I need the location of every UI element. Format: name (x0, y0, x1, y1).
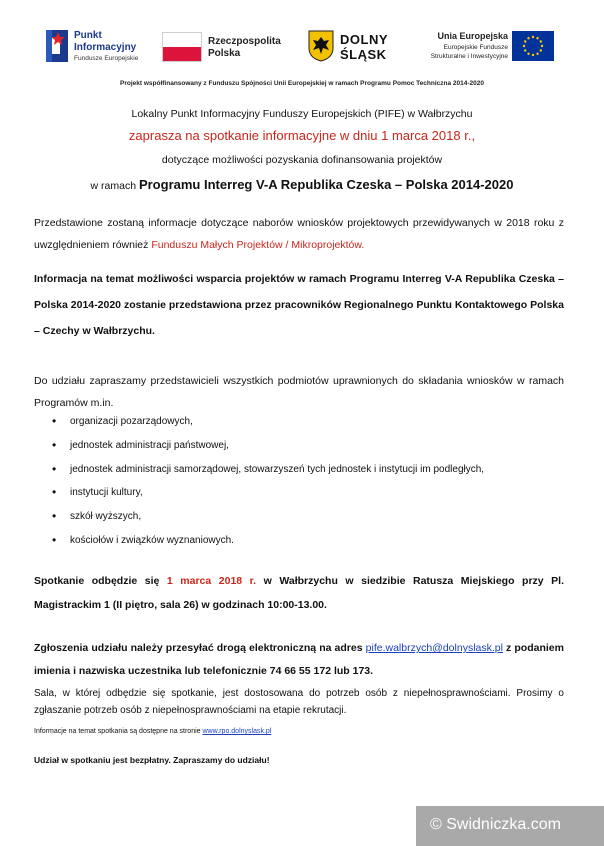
eu-star-icon (541, 45, 543, 47)
list-item: • szkół wyższych, (52, 505, 572, 529)
fe-logo-line1: Punkt (74, 30, 102, 41)
rzeczpospolita-logo (162, 28, 292, 68)
intro-text: Przedstawione zostaną informacje dotyczące naborów wniosków projektowych przewidywanych w 2018 roku z uwzględnieniem również (34, 217, 564, 251)
list-item: • instytucji kultury, (52, 481, 572, 505)
meeting-date: 1 marca 2018 r. (166, 575, 257, 587)
list-item: • jednostek administracji samorządowej, stowarzyszeń tych jednostek i instytucji im podległych, (52, 458, 572, 482)
fe-logo-line3: Fundusze Europejskie (74, 55, 139, 62)
list-item: • jednostek administracji państwowej, (52, 434, 572, 458)
fe-star-icon (44, 28, 70, 64)
eu-star-icon (527, 53, 529, 55)
eu-star-icon (524, 49, 526, 51)
meeting-pre: Spotkanie odbędzie się (34, 575, 167, 587)
intro-paragraph (34, 212, 564, 256)
dolny-slask-logo (308, 28, 408, 68)
website-link[interactable]: www.rpo.dolnyslask.pl (202, 728, 272, 735)
accessibility-paragraph: Sala, w której odbędzie się spotkanie, jest dostosowana do potrzeb osób z niepełnosprawnościami. Prosimy o zgłaszanie potrzeb osób z niepełnosprawnościami na etapie rekrutacji. (34, 688, 564, 716)
eagle-crest-icon (308, 30, 334, 62)
header-line-topic: dotyczące możliwości pozyskania dofinansowania projektów (161, 154, 443, 166)
ue-logo-line1: Unia Europejska (437, 31, 508, 41)
header-line-organizer: Lokalny Punkt Informacyjny Funduszy Europejskich (PIFE) w Wałbrzychu (131, 108, 473, 120)
eu-star-icon (540, 49, 542, 51)
program-name: Programu Interreg V-A Republika Czeska – Polska 2014-2020 (138, 177, 514, 192)
cofinancing-note: Projekt współfinansowany z Funduszu Spójności Unii Europejskiej w ramach Programu Pomoc Techniczna 2014-2020 (120, 80, 484, 87)
registration-paragraph (34, 637, 564, 683)
header-line-invitation: zaprasza na spotkanie informacyjne w dniu 1 marca 2018 r., (128, 128, 476, 143)
ue-logo-line2: Europejskie Fundusze (443, 44, 508, 51)
website-note (34, 728, 271, 735)
eu-flag-icon (512, 31, 554, 61)
watermark (416, 806, 604, 846)
rp-logo-line2: Polska (208, 48, 241, 59)
fe-logo-line2: Informacyjny (74, 42, 137, 53)
registration-post: z podaniem imienia i nazwiska uczestnika lub telefonicznie 74 66 55 172 lub 173. (34, 642, 564, 677)
meeting-post: w Wałbrzychu w siedzibie Ratusza Miejskiego przy Pl. Magistrackim 1 (II piętro, sala 26) w godzinach 10:00-13.00. (34, 575, 564, 611)
closing-line: Udział w spotkaniu jest bezpłatny. Zapraszamy do udziału! (34, 755, 270, 765)
rp-logo-line1: Rzeczpospolita (208, 36, 281, 47)
eu-star-icon (532, 54, 534, 56)
watermark-text: © Swidniczka.com (430, 816, 561, 833)
fundusze-europejskie-logo (44, 28, 154, 68)
list-item: • organizacji pozarządowych, (52, 410, 572, 434)
email-link[interactable]: pife.walbrzych@dolnyslask.pl (365, 642, 503, 654)
intro-highlight: Funduszu Małych Projektów / Mikroprojektów. (151, 239, 365, 251)
eu-star-icon (524, 40, 526, 42)
polish-flag-icon (162, 32, 202, 62)
ds-logo-line2: ŚLĄSK (340, 47, 387, 62)
eu-star-icon (523, 45, 525, 47)
website-note-text: Informacje na temat spotkania są dostępne na stronie (34, 728, 203, 735)
eu-star-icon (536, 37, 538, 39)
ue-logo-line3: Strukturalne i Inwestycyjne (430, 53, 508, 60)
eu-star-icon (536, 53, 538, 55)
list-item: • kościołów i związków wyznaniowych. (52, 529, 572, 553)
invitees-list (52, 410, 572, 553)
program-prefix: w ramach (90, 180, 139, 192)
ds-logo-line1: DOLNY (340, 32, 388, 47)
eu-star-icon (532, 36, 534, 38)
eu-star-icon (527, 37, 529, 39)
header-line-program (0, 177, 604, 192)
unia-europejska-logo (424, 28, 554, 68)
registration-pre: Zgłoszenia udziału należy przesyłać drogą elektroniczną na adres (34, 642, 366, 654)
meeting-details-paragraph (34, 569, 564, 617)
eu-star-icon (540, 40, 542, 42)
invitees-paragraph: Do udziału zapraszamy przedstawicieli wszystkich podmiotów uprawnionych do składania wniosków w ramach Programów m.in. (34, 375, 564, 409)
program-info-paragraph: Informacja na temat możliwości wsparcia projektów w ramach Programu Interreg V-A Republika Czeska – Polska 2014-2020 zostanie przedstawiona przez pracowników Regionalnego Punktu Kontaktowego Polska – Czechy w Wałbrzychu. (34, 273, 564, 337)
